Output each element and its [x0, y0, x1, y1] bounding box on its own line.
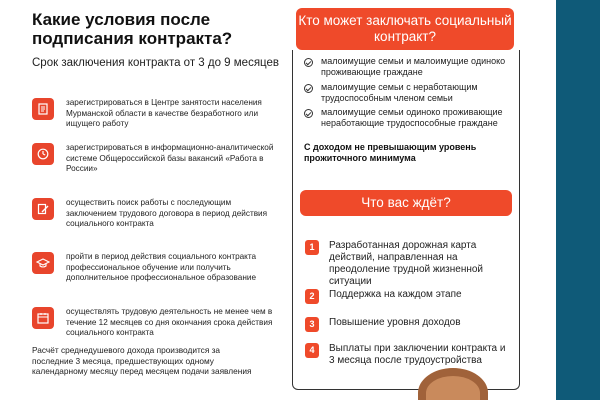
condition-text: осуществить поиск работы с последующим заключением трудового договора в период действия социального контракта	[66, 198, 268, 228]
benefit-text: Повышение уровня доходов	[329, 317, 461, 328]
check-circle-icon	[304, 58, 313, 67]
condition-text: зарегистрироваться в Центре занятости населения Мурманской области в качестве безработного или ищущего работу	[66, 98, 262, 128]
number-badge: 2	[305, 289, 319, 304]
check-circle-icon	[304, 84, 313, 93]
number-badge: 4	[305, 343, 319, 358]
condition-text: зарегистрироваться в информационно-аналитической системе Общероссийской базы вакансий «Работа в России»	[66, 143, 274, 173]
condition-text: осуществлять трудовую деятельность не менее чем в течение 12 месяцев со дня окончания срока действия социального контракта	[66, 307, 273, 337]
benefit-text: Выплаты при заключении контракта и 3 месяца после трудоустройства	[329, 343, 506, 366]
eligibility-item	[304, 56, 514, 78]
condition-item-register-system	[32, 143, 282, 175]
eligibility-text: малоимущие семьи и малоимущие одиноко проживающие граждане	[321, 56, 506, 77]
what-awaits-banner: Что вас ждёт?	[300, 190, 512, 216]
eligibility-item	[304, 107, 514, 129]
condition-item-register-center	[32, 98, 282, 130]
page-title: Какие условия после подписания контракта?	[32, 10, 233, 48]
document-icon	[32, 98, 54, 120]
benefit-item	[305, 317, 510, 332]
calendar-icon	[32, 307, 54, 329]
condition-item-training	[32, 252, 282, 284]
benefit-item	[305, 289, 510, 304]
eligibility-text: малоимущие семьи с неработающим трудоспособным членом семьи	[321, 82, 478, 103]
benefit-item	[305, 343, 510, 367]
eligibility-item	[304, 82, 514, 104]
condition-item-employment	[32, 307, 282, 339]
benefit-text: Поддержка на каждом этапе	[329, 289, 462, 300]
number-badge: 3	[305, 317, 319, 332]
number-badge: 1	[305, 240, 319, 255]
check-circle-icon	[304, 109, 313, 118]
income-calculation-footnote: Расчёт среднедушевого дохода производится за последние 3 месяца, предшествующих одному календарному месяцу перед месяцем подачи заявления	[32, 345, 252, 376]
header-block	[32, 10, 282, 70]
graduation-cap-icon	[32, 252, 54, 274]
eligibility-text: малоимущие семьи одиноко проживающие неработающие трудоспособные граждане	[321, 107, 503, 128]
clock-icon	[32, 143, 54, 165]
benefit-item	[305, 240, 510, 288]
decorative-side-strip	[556, 0, 600, 400]
who-can-apply-banner: Кто может заключать социальный контракт?	[296, 8, 514, 50]
condition-text: пройти в период действия социального контракта профессиональное обучение или получить дополнительное профессиональное образование	[66, 252, 257, 282]
benefit-text: Разработанная дорожная карта действий, направленная на преодоление трудной жизненной ситуации	[329, 240, 484, 287]
contract-term-subtitle: Срок заключения контракта от 3 до 9 месяцев	[32, 57, 280, 69]
pencil-icon	[32, 198, 54, 220]
condition-item-job-search	[32, 198, 282, 230]
income-limit-note: С доходом не превышающим уровень прожиточного минимума	[304, 142, 477, 163]
